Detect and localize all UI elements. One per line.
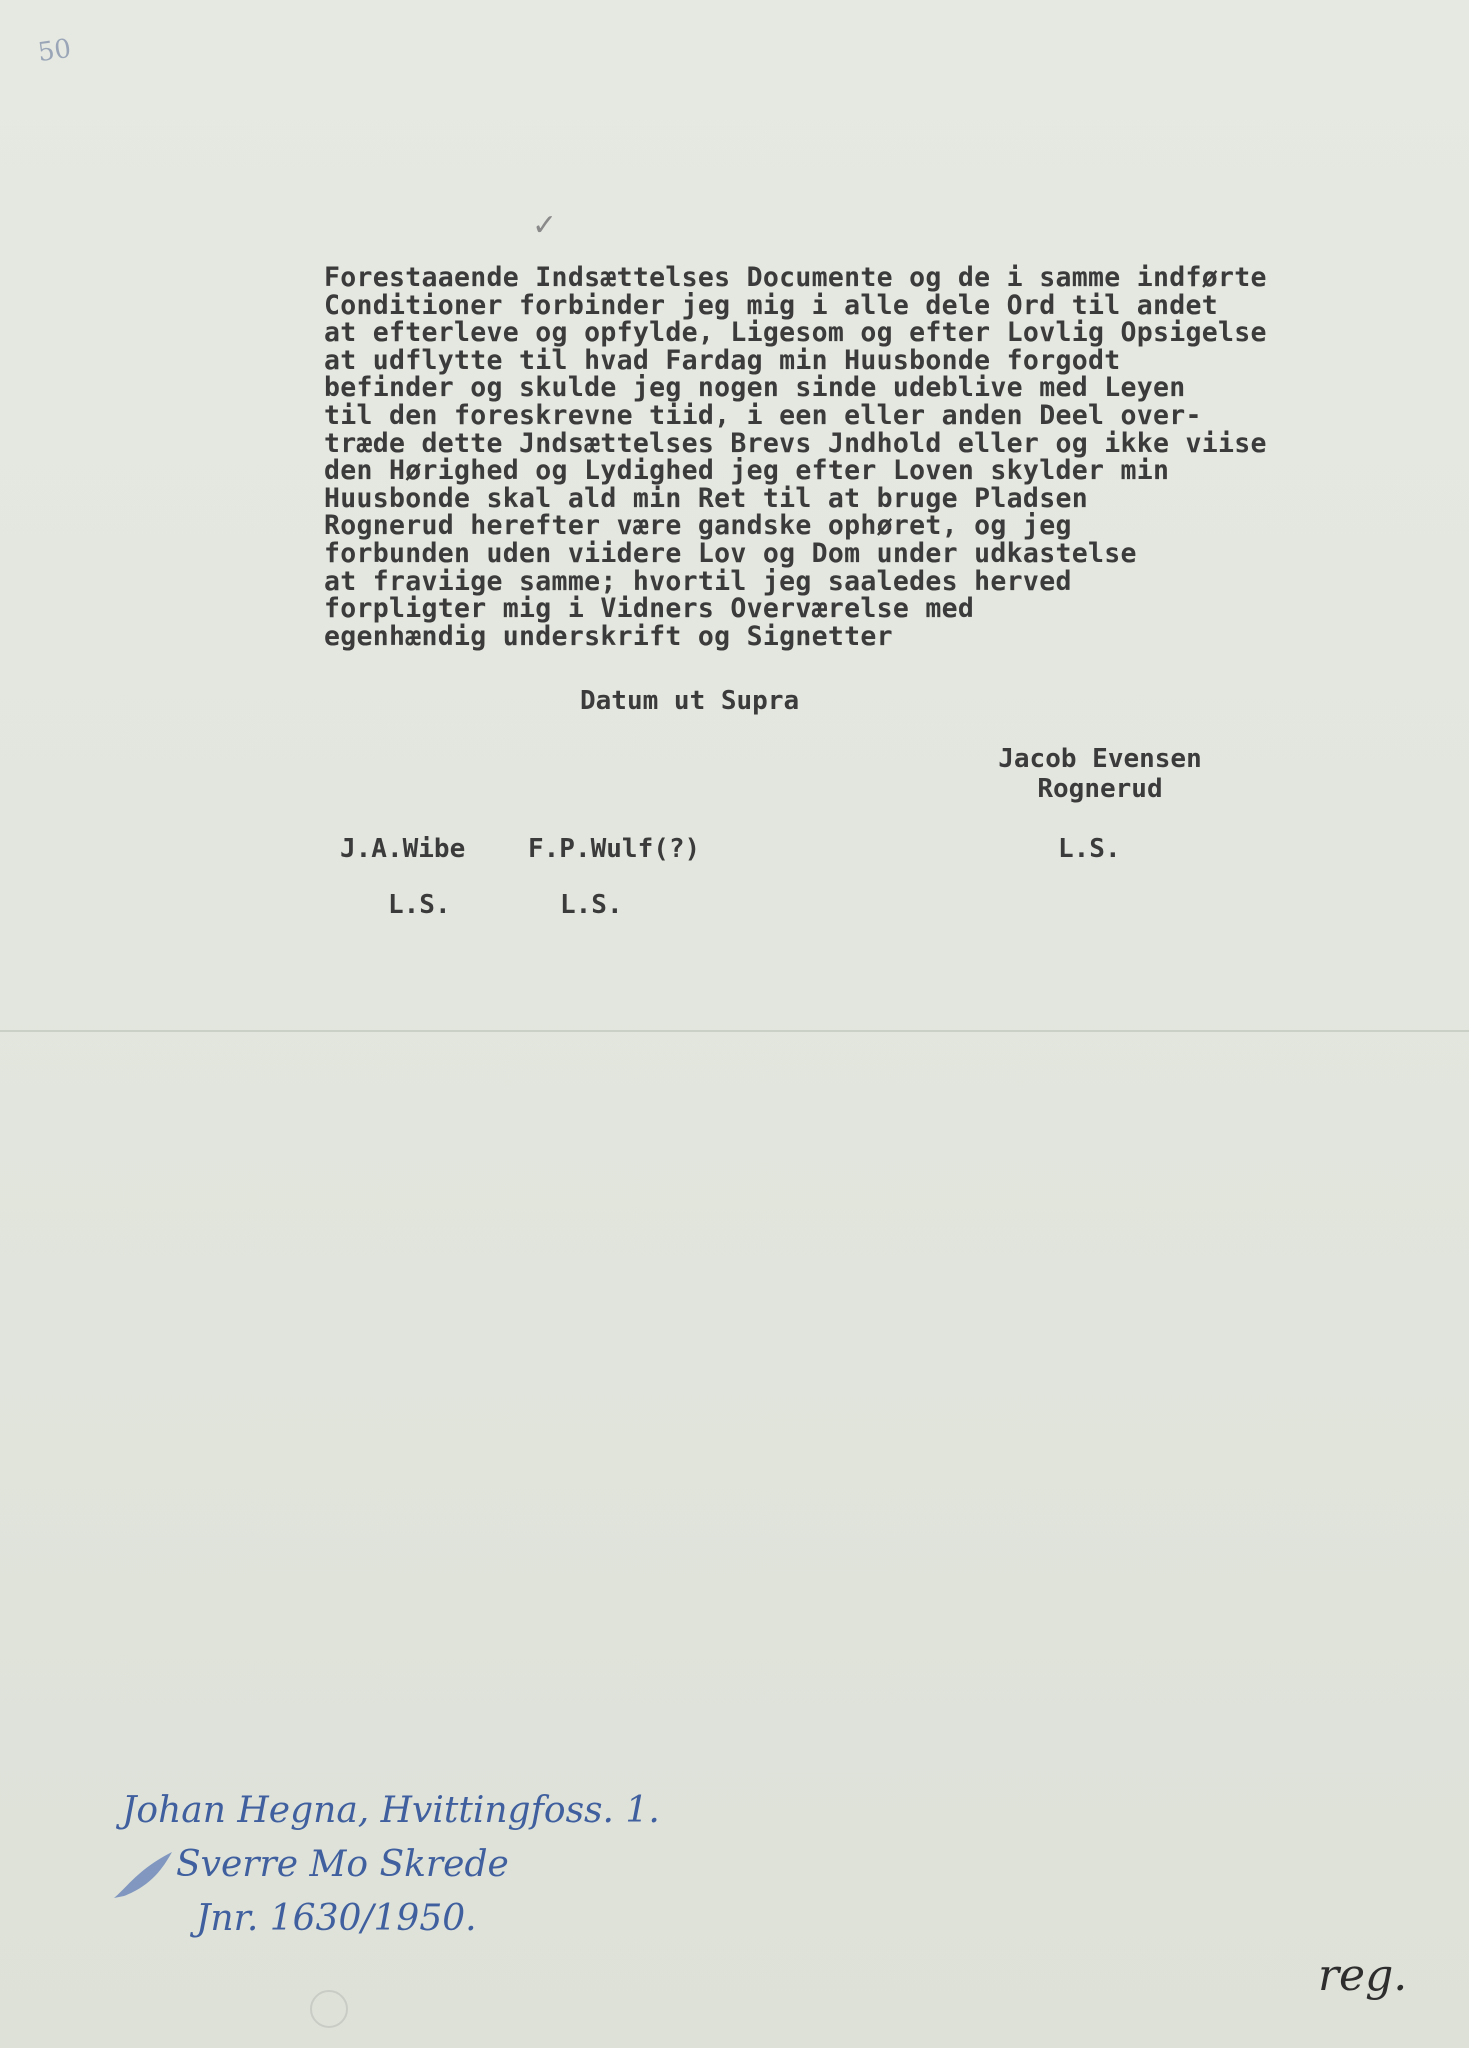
- body-line: forpligter mig i Vidners Overværelse med: [324, 593, 975, 625]
- body-line: at efterleve og opfylde, Ligesom og efter Lovlig Opsigelse: [324, 317, 1267, 349]
- signer-name: Jacob Evensen: [998, 744, 1202, 774]
- body-line: træde dette Jndsættelses Brevs Jndhold eller og ikke viise: [324, 427, 1267, 459]
- body-line: forbunden uden viidere Lov og Dom under udkastelse: [324, 537, 1137, 569]
- body-line: Forestaaende Indsættelses Documente og de i samme indførte: [324, 262, 1267, 293]
- handwritten-line: Johan Hegna, Hvittingfoss. 1.: [122, 1790, 660, 1831]
- body-line: Conditioner forbinder jeg mig i alle dele Ord til andet: [324, 289, 1218, 321]
- body-line: at udflytte til hvad Fardag min Huusbonde forgodt: [324, 344, 1121, 376]
- handwritten-note: [122, 1784, 660, 1946]
- check-mark-icon: ✓: [532, 208, 558, 243]
- handwritten-line: Sverre Mo Skrede: [176, 1844, 509, 1885]
- signer-block: [970, 744, 1230, 804]
- body-line: at fraviige samme; hvortil jeg saaledes herved: [324, 565, 1072, 597]
- reg-mark: reg.: [1318, 1950, 1408, 2001]
- witness-seal: L.S.: [560, 890, 623, 920]
- body-line: egenhændig underskrift og Signetter: [324, 620, 893, 652]
- paper-fold-line: [0, 1030, 1469, 1032]
- body-line: Rognerud herefter være gandske ophøret, og jeg: [324, 510, 1072, 542]
- signer-seal: L.S.: [1058, 834, 1121, 864]
- datum-line: Datum ut Supra: [580, 686, 800, 716]
- body-line: befinder og skulde jeg nogen sinde udeblive med Leyen: [324, 372, 1186, 404]
- witness-name: J.A.Wibe: [340, 834, 466, 864]
- faint-stamp-icon: [310, 1990, 348, 2028]
- corner-pencil-mark: 50: [36, 33, 74, 69]
- handwritten-line: Jnr. 1630/1950.: [196, 1898, 477, 1939]
- body-line: Huusbonde skal ald min Ret til at bruge Pladsen: [324, 482, 1088, 514]
- witness-seal: L.S.: [388, 890, 451, 920]
- signer-place: Rognerud: [1037, 774, 1163, 804]
- body-line: den Hørighed og Lydighed jeg efter Loven skylder min: [324, 455, 1170, 487]
- body-line: til den foreskrevne tiid, i een eller anden Deel over-: [324, 399, 1202, 431]
- body-paragraph: [324, 264, 1344, 650]
- witness-name: F.P.Wulf(?): [528, 834, 701, 864]
